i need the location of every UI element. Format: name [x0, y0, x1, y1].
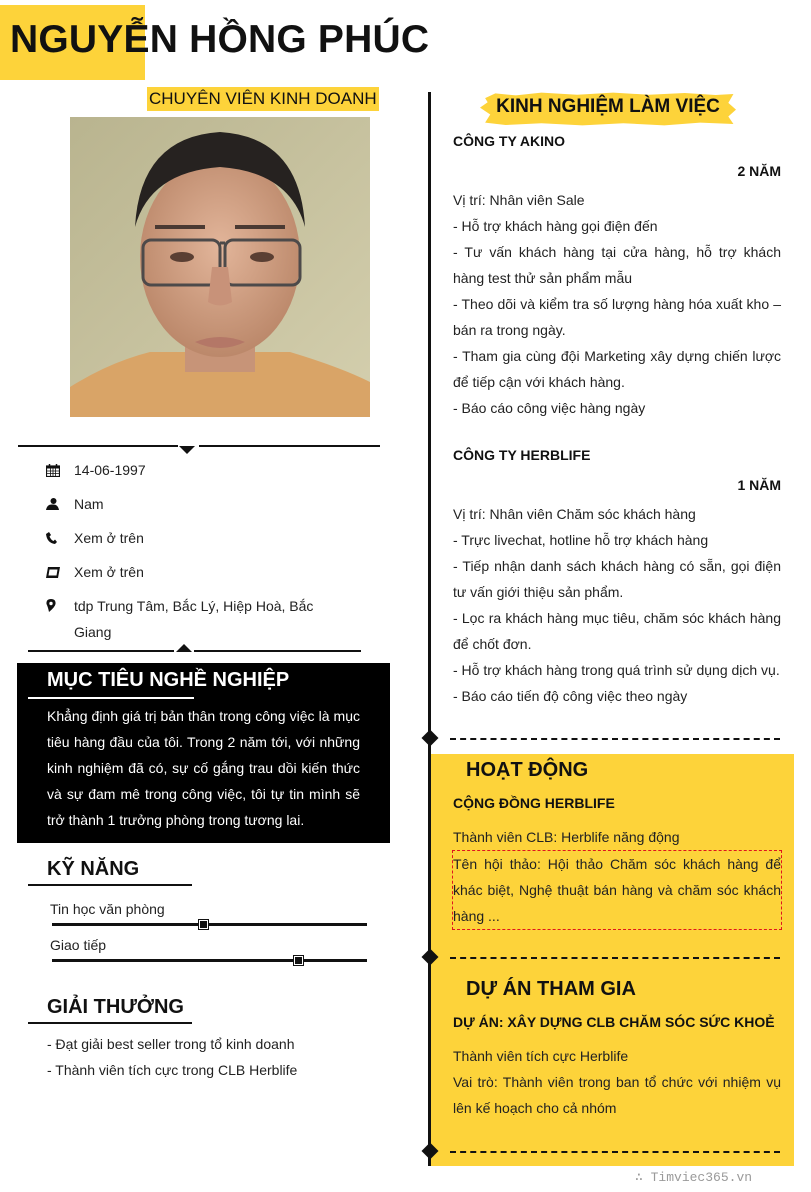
title-underline: [28, 884, 192, 886]
job-duration: 2 NĂM: [737, 163, 781, 179]
skill-label: Giao tiếp: [50, 937, 107, 953]
skill-bar-office: [52, 923, 367, 926]
envelope-icon: [46, 559, 74, 585]
job-line: - Theo dõi và kiểm tra số lượng hàng hóa xuất kho – bán ra trong ngày.: [453, 296, 781, 338]
divider-line: [18, 445, 178, 447]
triangle-down-icon: [179, 446, 195, 454]
experience-title-banner: [480, 92, 736, 126]
phone-icon: [46, 525, 74, 551]
job-line: - Trực livechat, hotline hỗ trợ khách hàng: [453, 532, 709, 548]
divider-line: [194, 650, 361, 652]
calendar-icon: [46, 457, 74, 483]
job-line: - Báo cáo công việc hàng ngày: [453, 400, 646, 416]
contact-gender: [46, 491, 334, 517]
job-description: [453, 501, 781, 709]
job-line: - Hỗ trợ khách hàng gọi điện đến: [453, 218, 658, 234]
skill-bar-communication: [52, 959, 367, 962]
section-title: MỤC TIÊU NGHỀ NGHIỆP: [47, 669, 290, 691]
divider-line: [28, 650, 174, 652]
gender-text: Nam: [74, 496, 104, 512]
job-title: CHUYÊN VIÊN KINH DOANH: [147, 87, 379, 111]
user-icon: [46, 491, 74, 517]
birthday-text: 14-06-1997: [74, 462, 146, 478]
dashed-divider: [450, 1151, 780, 1153]
project-line: Thành viên tích cực Herblife: [453, 1048, 629, 1064]
job-line: - Tiếp nhận danh sách khách hàng có sẵn, gọi điện tư vấn giới thiệu sản phẩm.: [453, 558, 781, 600]
dashed-divider: [450, 738, 780, 740]
email-text: Xem ở trên: [74, 564, 144, 580]
skill-level-handle: [293, 955, 304, 966]
job-line: - Lọc ra khách hàng mục tiêu, chăm sóc khách hàng để chốt đơn.: [453, 610, 781, 652]
award-item: - Đạt giải best seller trong tổ kinh doanh: [47, 1036, 295, 1052]
awards-title: GIẢI THƯỞNG: [47, 996, 184, 1018]
candidate-name: NGUYỄN HỒNG PHÚC: [10, 18, 430, 61]
address-text: tdp Trung Tâm, Bắc Lý, Hiệp Hoà, Bắc Giang: [74, 598, 314, 640]
job-line: - Hỗ trợ khách hàng trong quá trình sử dụng dịch vụ.: [453, 662, 780, 678]
watermark: ∴ Timviec365.vn: [635, 1170, 753, 1185]
project-role: Vai trò: Thành viên trong ban tổ chức với nhiệm vụ lên kế hoạch cho cả nhóm: [453, 1074, 781, 1116]
skills-title: KỸ NĂNG: [47, 858, 140, 880]
triangle-up-icon: [176, 644, 192, 652]
job-line: - Tham gia cùng đội Marketing xây dựng chiến lược để tiếp cận với khách hàng.: [453, 348, 781, 390]
contact-phone: [46, 525, 334, 551]
project-name: DỰ ÁN: XÂY DỰNG CLB CHĂM SÓC SỨC KHOẺ: [453, 1014, 775, 1030]
experience-title: KINH NGHIỆM LÀM VIỆC: [496, 96, 720, 117]
activities-title: HOẠT ĐỘNG: [466, 759, 589, 781]
job-line: Vị trí: Nhân viên Chăm sóc khách hàng: [453, 506, 696, 522]
projects-title: DỰ ÁN THAM GIA: [466, 978, 636, 1000]
divider-line: [199, 445, 380, 447]
activity-org: CỘNG ĐỒNG HERBLIFE: [453, 795, 615, 811]
job-duration: 1 NĂM: [737, 477, 781, 493]
title-underline: [28, 1022, 192, 1024]
company-name: CÔNG TY AKINO: [453, 133, 566, 149]
career-objective-section: [17, 663, 390, 843]
job-line: - Tư vấn khách hàng tại cửa hàng, hỗ trợ khách hàng test thử sản phẩm mẫu: [453, 244, 781, 286]
company-name: CÔNG TY HERBLIFE: [453, 447, 591, 463]
map-marker-icon: [46, 593, 74, 619]
title-underline: [28, 697, 194, 699]
job-description: [453, 187, 781, 421]
skill-level-handle: [198, 919, 209, 930]
job-line: Vị trí: Nhân viên Sale: [453, 192, 585, 208]
contact-email: [46, 559, 334, 585]
phone-text: Xem ở trên: [74, 530, 144, 546]
timeline-diamond-icon: [422, 730, 439, 747]
skill-label: Tin học văn phòng: [50, 901, 165, 917]
contact-birthday: [46, 457, 334, 483]
dashed-divider: [450, 957, 780, 959]
award-item: - Thành viên tích cực trong CLB Herblife: [47, 1062, 298, 1078]
activity-line: Thành viên CLB: Herblife năng động: [453, 829, 680, 845]
contact-address: [46, 593, 334, 645]
objective-text: Khẳng định giá trị bản thân trong công việc là mục tiêu hàng đầu của tôi. Trong 2 năm tới, với những kinh nghiệm đã có, sự cố gắng trau dồi kiến thức và sự đam mê trong công việc, tôi tự tin mình sẽ trở thành 1 trưởng phòng trong tương lai.: [47, 708, 360, 828]
profile-photo: [70, 117, 370, 417]
activity-description: Tên hội thảo: Hội thảo Chăm sóc khách hàng để khác biệt, Nghệ thuật bán hàng và chăm sóc khách hàng ...: [452, 850, 782, 930]
job-line: - Báo cáo tiến độ công việc theo ngày: [453, 688, 688, 704]
